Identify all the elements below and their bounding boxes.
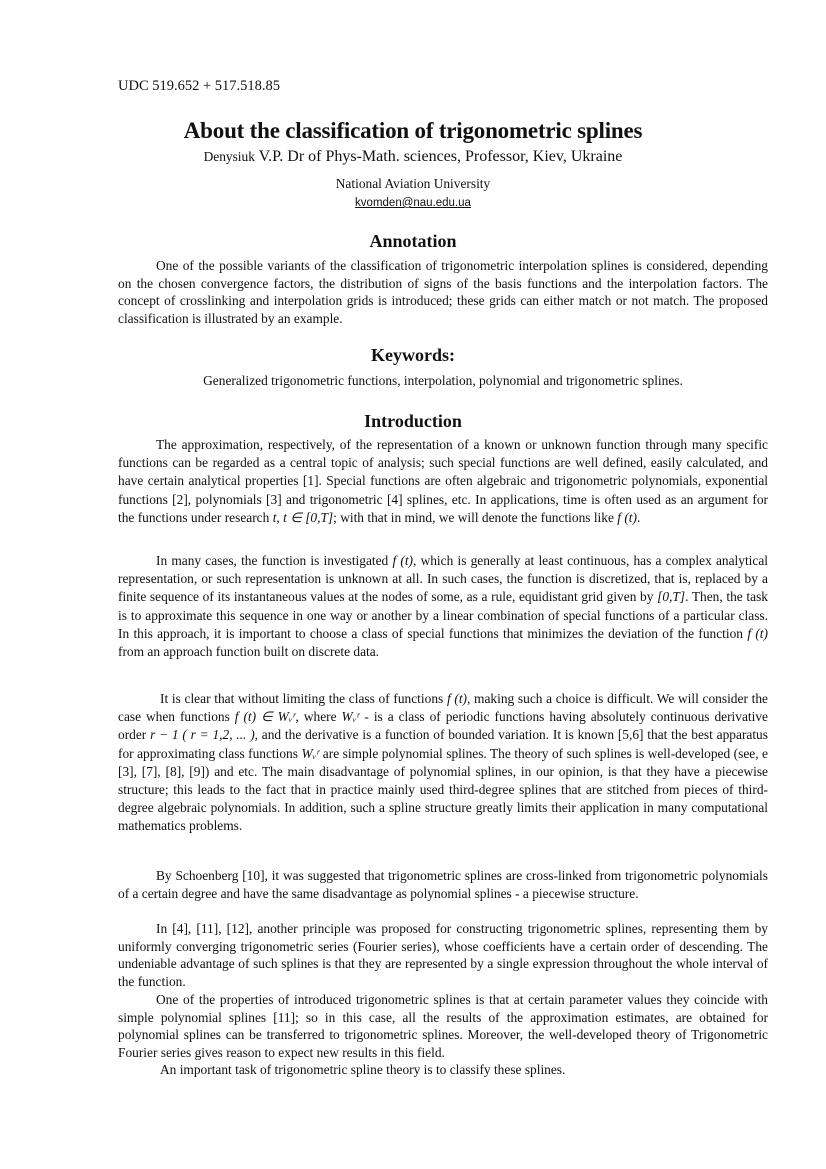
intro-paragraph-5: In [4], [11], [12], another principle was proposed for constructing trigonometric splines, representing them by uniformly converging trigonometric series (Fourier series), whose coefficients have a certain order of descending. The undeniable advantage of such splines is that they are represented by a single expression throughout the whole interval of the function. [118, 921, 768, 989]
math-order: r − 1 [150, 727, 179, 743]
email-link[interactable]: kvomden@nau.edu.ua [355, 197, 471, 209]
intro-paragraph-3 [118, 690, 768, 836]
udc-code: UDC 519.652 + 517.518.85 [118, 78, 281, 94]
math-membership: f (t) ∈ Wᵥʳ [234, 709, 296, 725]
math-ft: f (t) [446, 691, 467, 706]
author-credentials: V.P. Dr of Phys-Math. sciences, Professor, Kiev, Ukraine [258, 148, 623, 165]
math-range: ( r = 1,2, ... ) [182, 727, 255, 743]
math-ft: f (t) [617, 509, 637, 525]
intro-p2-part-d: from an approach function built on discrete data. [118, 644, 380, 660]
intro-p3-part-b: , making such a choice is difficult. We will consider the case when functions [118, 691, 768, 725]
intro-paragraph-4: By Schoenberg [10], it was suggested that trigonometric splines are cross-linked from trigonometric polynomials of a certain degree and have the same disadvantage as polynomial splines - a piecewise structure. [118, 868, 768, 901]
annotation-heading: Annotation [369, 231, 457, 251]
intro-paragraph-1: The approximation, respectively, of the representation of a known or unknown function through many specific functions can be regarded as a central topic of analysis; such special functions are well defined, easily calculated, and have certain analytical properties [1]. Special functions are often algebraic and trigonometric polynomials, exponential functions [2], polynomials [3] and trigonometric [4] splines, etc. In applications, time is often used as an argument for the functions under research t, t ∈ [0,T]; with that in mind, we will denote the functions like f (t). [118, 437, 768, 525]
intro-p1-text: The approximation, respectively, of the representation of a known or unknown function through many specific functions can be regarded as a central topic of analysis; such special functions are well defined, easily calculated, and have certain analytical properties [1]. Special functions are often algebraic and trigonometric polynomials, exponential functions [2], polynomials [3] and trigonometric [4] splines, etc. In applications, time is often used as an argument for the functions under research [118, 437, 768, 525]
intro-p1-end: ; with that in mind, we will denote the functions like [333, 509, 614, 525]
math-grid-interval: [0,T] [657, 589, 686, 605]
intro-p2-part-a: In many cases, the function is investigated [156, 553, 389, 568]
math-ft: f (t) [747, 625, 768, 641]
math-ft: f (t) [392, 553, 414, 568]
math-class: Wᵥʳ [301, 745, 320, 761]
intro-p3-part-f: are simple polynomial splines. The theory of such splines is well-developed (see, e [3], [7], [8], [9]) and etc. The main disadvantage of polynomial splines, in our opinion, is that they have a piecewise structure; this leads to the fact that in practice mainly used third-degree splines that are stitched from pieces of third-degree algebraic polynomials. In addition, such a spline structure greatly limits their application in many computational mathematics problems. [118, 745, 768, 834]
affiliation: National Aviation University [335, 176, 491, 191]
annotation-text: One of the possible variants of the classification of trigonometric interpolation splines is considered, depending on the chosen convergence factors, the distribution of signs of the basis functions and the interpolation factors. The concept of crosslinking and interpolation grids is introduced; these grids can either match or not match. The proposed classification is illustrated by an example. [118, 258, 768, 326]
math-class: Wᵥʳ [341, 709, 360, 725]
intro-paragraph-7: An important task of trigonometric spline theory is to classify these splines. [160, 1062, 566, 1077]
math-t: t [272, 509, 277, 525]
keywords-text: Generalized trigonometric functions, interpolation, polynomial and trigonometric splines. [203, 373, 683, 388]
intro-p2-part-c: . Then, the task is to approximate this sequence in one way or another by a linear combination of special functions of a particular class. In this approach, it is important to choose a class of special functions that minimizes the deviation of the function [118, 589, 768, 641]
paper-title: About the classification of trigonometric splines [183, 118, 643, 143]
intro-p3-part-e: , and the derivative is a function of bounded variation. It is known [5,6] that the best apparatus for approximating class functions [118, 727, 768, 761]
intro-p3-part-a: It is clear that without limiting the class of functions [160, 691, 444, 706]
introduction-heading: Introduction [364, 411, 462, 431]
author-line [0, 148, 826, 166]
author-name: Denysiuk [203, 149, 255, 164]
intro-p3-part-d: - is a class of periodic functions having absolutely continuous derivative order [118, 709, 768, 743]
keywords-heading: Keywords: [371, 345, 455, 365]
math-interval: t ∈ [0,T] [283, 509, 334, 525]
intro-paragraph-6: One of the properties of introduced trigonometric splines is that at certain parameter values they coincide with simple polynomial splines [11]; so in this case, all the results of the approximation estimates, are obtained for polynomial splines can be transferred to trigonometric splines. Moreover, the well-developed theory of Trigonometric Fourier series gives reason to expect new results in this field. [118, 992, 768, 1060]
intro-paragraph-2 [118, 552, 768, 661]
intro-p2-part-b: , which is generally at least continuous, has a complex analytical representation, or such representation is unknown at all. In such cases, the function is discretized, that is, replaced by a finite sequence of its instantaneous values at the nodes of some, as a rule, equidistant grid given by [118, 553, 769, 605]
intro-p3-part-c: , where [295, 709, 337, 725]
